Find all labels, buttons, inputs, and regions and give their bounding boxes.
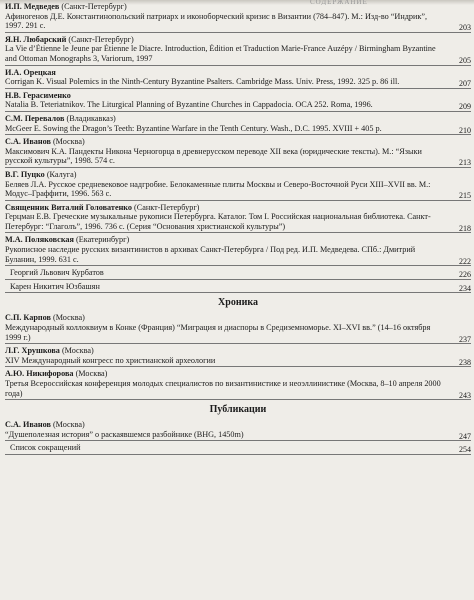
entry-city: (Москва) <box>75 369 108 379</box>
entry-city: (Москва) <box>52 420 85 430</box>
entry-page-number: 218 <box>459 223 471 233</box>
entry-city: (Москва) <box>52 137 85 147</box>
entry-city: (Калуга) <box>46 169 77 179</box>
entry-title: Рукописное наследие русских византинистов в архивах Санкт-Петербурга / Под ред. И.П. Медведева. СПб.: Дмитрий Буланин, 1999. 631 с. <box>5 245 416 264</box>
toc-entry <box>5 114 471 133</box>
toc-entry <box>5 137 471 166</box>
entry-title: Афиногенов Д.Е. Константинопольский патриарх и иконоборческий кризис в Византии (784–847). М.: Изд-во “Индрик”, 1997. 291 с. <box>5 11 428 31</box>
entry-author-line <box>5 420 441 430</box>
divider-rule <box>5 440 471 441</box>
divider-rule <box>5 65 471 66</box>
entry-city: (Владикавказ) <box>66 113 116 123</box>
toc-entry <box>5 346 471 365</box>
entry-author-line <box>5 2 441 12</box>
entry-page-number: 209 <box>459 102 471 112</box>
divider-rule <box>5 167 471 168</box>
entry-page-number: 203 <box>459 23 471 33</box>
toc-entry <box>5 235 471 264</box>
toc-entry <box>5 203 471 232</box>
entry-author-line <box>5 369 441 379</box>
entry-city: (Екатеринбург) <box>75 235 130 245</box>
entry-author-line <box>5 91 441 101</box>
entry-page-number: 222 <box>459 256 471 266</box>
toc-entry <box>5 35 471 64</box>
entry-page-number: 243 <box>459 390 471 400</box>
entry-author: А.Ю. Никифорова <box>5 369 74 379</box>
entry-page-number: 238 <box>459 357 471 367</box>
divider-rule <box>5 366 471 367</box>
entry-author-line <box>5 235 441 245</box>
entry-author-line <box>5 313 441 323</box>
toc-entry <box>5 313 471 342</box>
entry-city: (Санкт-Петербург) <box>68 34 134 44</box>
divider-rule <box>5 399 471 400</box>
entry-author-line <box>5 203 441 213</box>
entry-page-number: 205 <box>459 55 471 65</box>
entry-title: Международный коллоквиум в Конке (Франция) “Миграция и диаспоры в Средиземноморье. XI–XVI вв.” (14–16 октября 1999 г.) <box>5 323 431 342</box>
entry-author: И.П. Медведев <box>5 2 60 11</box>
entry-author: Я.Н. Любарский <box>5 34 67 44</box>
entry-author: С.А. Иванов <box>5 420 51 430</box>
obituary-line <box>5 282 471 292</box>
divider-rule <box>5 232 471 233</box>
divider-rule <box>5 279 471 280</box>
entry-author-line <box>5 137 441 147</box>
entry-page-number: 210 <box>459 125 471 135</box>
entry-title: Беляев Л.А. Русское средневековое надгробие. Белокаменные плиты Москвы и Северо-Восточной Руси XIII–XVII вв. М.: Модус–Граффити, 1996. 563 с. <box>5 179 431 199</box>
entry-title: Герцман Е.В. Греческие музыкальные рукописи Петербурга. Каталог. Том I. Российская национальная библиотека. Санкт-Петербург: “Глаголъ”, 1996. 736 с. (Серия “Основания христианской культуры”) <box>5 212 431 231</box>
toc-entry <box>5 170 471 199</box>
entry-title: “Душеполезная история” о раскаявшемся разбойнике (BHG, 1450m) <box>5 429 244 439</box>
divider-rule <box>5 343 471 344</box>
entry-author: М.А. Поляковская <box>5 235 74 245</box>
section-heading-publications: Публикации <box>209 404 267 416</box>
toc-entry <box>5 420 471 439</box>
entry-author-line <box>5 68 441 78</box>
abbreviations-line-text: Список сокращений <box>10 443 81 453</box>
entry-title: Corrigan K. Visual Polemics in the Ninth-Century Byzantine Psalters. Cambridge Mass. Univ. Press, 1992. 325 p. 86 ill. <box>5 77 400 87</box>
divider-rule <box>5 454 471 455</box>
entry-page-number: 215 <box>459 191 471 201</box>
entry-title: Natalia B. Teteriatnikov. The Liturgical Planning of Byzantine Churches in Cappadocia. OCA 252. Roma, 1996. <box>5 100 373 110</box>
entry-page-number: 247 <box>459 431 471 441</box>
divider-rule <box>5 265 471 266</box>
page-header-text: СОДЕРЖАНИЕ <box>310 0 368 5</box>
entry-author-line <box>5 114 441 124</box>
table-of-contents <box>5 2 471 457</box>
entry-page-number: 234 <box>459 283 471 293</box>
obituary-line <box>5 268 471 278</box>
toc-entry <box>5 91 471 110</box>
abbreviations-line <box>5 443 471 453</box>
obituary-line-text: Георгий Львович Курбатов <box>10 268 104 278</box>
entry-page-number: 207 <box>459 79 471 89</box>
entry-author: С.М. Перевалов <box>5 113 65 123</box>
entry-author: Н.В. Герасименко <box>5 90 71 100</box>
entry-author-line <box>5 346 441 356</box>
entry-author: Л.Г. Хрушкова <box>5 346 60 356</box>
entry-title: Максимович К.А. Пандекты Никона Черногорца в древнерусском переводе XII века (юридические тексты). М.: “Языки русской культуры”, 1998. 574 с. <box>5 146 422 166</box>
divider-rule <box>5 111 471 112</box>
entry-city: (Москва) <box>52 313 85 323</box>
entry-page-number: 213 <box>459 158 471 168</box>
entry-title: XIV Международный конгресс по христианской археологии <box>5 355 216 365</box>
entry-page-number: 237 <box>459 334 471 344</box>
entry-author: Священник Виталий Головатенко <box>5 202 132 212</box>
entry-city: (Москва) <box>61 346 94 356</box>
divider-rule <box>5 88 471 89</box>
entry-author: С.П. Карпов <box>5 313 51 323</box>
divider-rule <box>5 32 471 33</box>
entry-title: Третья Всероссийская конференция молодых специалистов по византинистике и неоэллинистике (Москва, 8–10 апреля 2000 года) <box>5 379 441 398</box>
entry-city: (Санкт-Петербург) <box>134 202 200 212</box>
divider-rule <box>5 134 471 135</box>
toc-entry <box>5 68 471 87</box>
divider-rule <box>5 200 471 201</box>
section-heading-chronicle: Хроника <box>218 297 258 309</box>
entry-title: McGeer E. Sowing the Dragon’s Teeth: Byzantine Warfare in the Tenth Century. Wash., D.C. 1995. XVIII + 405 p. <box>5 123 382 133</box>
entry-author: В.Г. Пуцко <box>5 169 45 179</box>
entry-title: La Vie d’Étienne le Jeune par Étienne le Diacre. Introduction, Édition et Traduction Marie-France Auzépy / Birmingham Byzantine and Ottoman Monographs 3, Variorum, 1997 <box>5 44 436 63</box>
entry-city: (Санкт-Петербург) <box>61 2 127 11</box>
entry-page-number: 226 <box>459 270 471 280</box>
toc-entry <box>5 2 471 31</box>
entry-author: С.А. Иванов <box>5 137 51 147</box>
entry-author-line <box>5 35 441 45</box>
entry-page-number: 254 <box>459 445 471 455</box>
entry-author: И.А. Орецкая <box>5 67 56 77</box>
obituary-line-text: Карен Никитич Юзбашян <box>10 281 100 291</box>
toc-entry <box>5 369 471 398</box>
entry-author-line <box>5 170 441 180</box>
divider-rule <box>5 292 471 293</box>
